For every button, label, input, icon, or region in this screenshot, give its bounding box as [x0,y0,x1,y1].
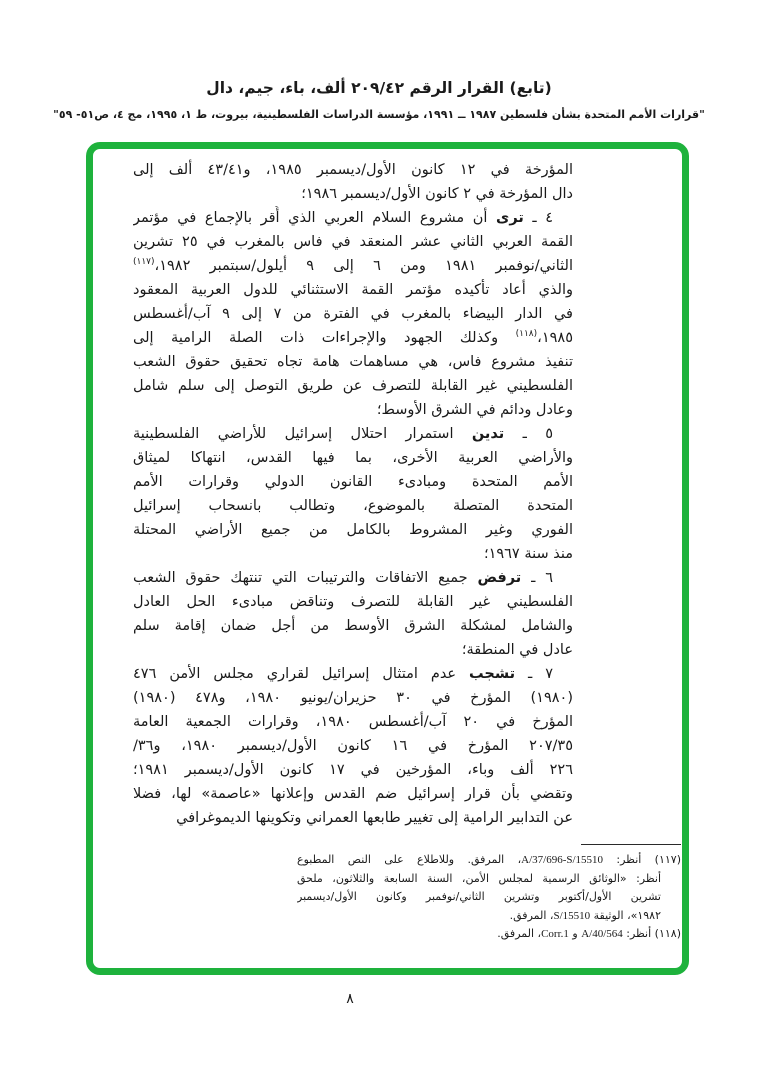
body-line [133,542,573,566]
body-line [133,350,573,374]
text-segment: المتحدة المتصلة بالموضوع، وتطالب بانسحاب إسرائيل [133,498,573,514]
text-segment: تشرين الأول/أكتوبر وتشرين الثاني/نوفمبر وكانون الأول/ديسمبر [297,890,661,903]
text-segment: Corr.1 [541,928,569,940]
text-segment: ١٩٨٥، [537,330,573,346]
footnote-line [297,888,681,907]
text-segment: جميع الاتفاقات والترتيبات التي تنتهك حقوق الشعب [133,570,478,586]
text-segment: الفلسطيني غير القابلة للتصرف وتناقض مبادىء الحل العادل [133,594,573,610]
body-line [133,806,573,830]
text-segment: أنظر: «الوثائق الرسمية لمجلس الأمن، السنة السابعة والثلاثون، ملحق [297,871,661,885]
text-segment: الأمم المتحدة ومبادىء القانون الدولي وقرارات الأمم [133,474,573,490]
text-segment: القمة العربي الثاني عشر المنعقد في فاس بالمغرب في ٢٥ تشرين [133,234,573,250]
text-segment: استمرار احتلال إسرائيل للأراضي الفلسطينية [133,426,472,442]
text-segment: ٤ ـ [523,210,554,226]
text-segment: (١١٧) أنظر: [603,853,681,866]
body-line [133,398,573,422]
text-segment: وعادل ودائم في الشرق الأوسط؛ [376,402,573,418]
body-line [133,566,573,590]
body-line [133,758,573,782]
source-citation-line: "قرارات الأمم المتحدة بشأن فلسطين ١٩٨٧ ــ ١٩٩١، مؤسسة الدراسات الفلسطينية، بيروت، ط ١، ١٩٩٥، مج ٤، ص٥١- ٥٩" [53,108,705,121]
text-segment: في الدار البيضاء بالمغرب في الفترة من ٧ إلى ٩ آب/أغسطس [133,306,573,322]
text-segment: عادل في المنطقة؛ [461,642,573,658]
text-segment: ٢٢٦ ألف وباء، المؤرخين في ١٧ كانون الأول/ديسمبر ١٩٨١؛ [133,762,573,778]
body-line [133,710,573,734]
text-segment: المؤرخة في ١٢ كانون الأول/ديسمبر ١٩٨٥، و٤٣/٤١ ألف إلى [133,162,573,178]
body-line [133,446,573,470]
text-segment: والذي أعاد تأكيده مؤتمر القمة الاستثنائي للدول العربية المعقود [133,282,573,298]
footnote-reference: (١١٨) [515,329,538,339]
footnote-reference: (١١٧) [133,257,155,267]
text-segment: الثاني/نوفمبر ١٩٨١ ومن ٦ إلى ٩ أيلول/سبتمبر ١٩٨٢، [154,258,573,274]
footnote-line [297,907,681,926]
text-segment: تدين [471,426,505,442]
text-segment: ، المرفق. [509,908,554,922]
text-segment: وتقضي بأن قرار إسرائيل ضم القدس وإعلانها «عاصمة» لها، فضلا [133,786,573,802]
text-segment: و [568,927,582,940]
footnote-line [297,925,681,944]
text-segment: الفوري وغير المشروط بالكامل من جميع الأراضي المحتلة [133,522,573,538]
text-segment: ، المرفق. وللاطلاع على النص المطبوع [297,853,522,866]
text-segment: أن مشروع السلام العربي الذي أُقر بالإجماع في مؤتمر [133,210,497,226]
body-line [133,182,573,206]
text-segment: منذ سنة ١٩٦٧؛ [483,546,573,562]
body-line [133,590,573,614]
body-line [133,206,573,230]
text-segment: ٦ ـ [521,570,553,586]
body-line [133,614,573,638]
body-line [133,230,573,254]
text-segment: تنفيذ مشروع فاس، هي مساهمات هامة تجاه تحقيق حقوق الشعب [133,354,573,370]
text-segment: ٥ ـ [504,426,553,442]
text-segment: وكذلك الجهود والإجراءات ذات الصلة الرامية إلى [133,330,516,346]
body-line [133,326,573,350]
footnote-separator [581,844,681,845]
resolution-body-text [133,158,573,830]
text-segment: A/37/696-S/15510 [521,854,604,866]
body-line [133,374,573,398]
body-line [133,494,573,518]
text-segment: المؤرخ في ٢٠ آب/أغسطس ١٩٨٠، وقرارات الجمعية العامة [133,714,573,730]
body-line [133,734,573,758]
text-segment: الفلسطيني غير القابلة للتصرف عن طريق التوصل إلى سلم شامل [133,378,573,394]
text-segment: والأراضي العربية الأخرى، بما فيها القدس، انتهاكا لميثاق [133,450,573,466]
body-line [133,686,573,710]
body-line [133,638,573,662]
text-segment: ، المرفق. [497,927,542,940]
text-segment: تشجب [469,666,516,682]
body-line [133,254,573,278]
text-segment: والشامل لمشكلة الشرق الأوسط من أجل ضمان إقامة سلم [133,618,573,634]
footnote-line [297,851,681,870]
text-segment: عدم امتثال إسرائيل لقراري مجلس الأمن ٤٧٦ [133,666,470,682]
text-segment: S/15510 [553,909,591,922]
text-segment: ٢٠٧/٣٥ المؤرخ في ١٦ كانون الأول/ديسمبر ١٩٨٠، و٣٦/ [133,738,573,754]
text-segment: ترفض [477,570,522,586]
text-segment: عن التدابير الرامية إلى تغيير طابعها العمراني وتكوينها الديموغرافي [176,810,573,826]
body-line [133,158,573,182]
page-number: ٨ [346,991,354,1007]
text-segment: ترى [496,210,524,226]
text-segment: ١٩٨٢»، الوثيقة [590,908,661,922]
footnote-line [297,870,681,889]
text-segment: (١٩٨٠) المؤرخ في ٣٠ حزيران/يونيو ١٩٨٠، و٤٧٨ (١٩٨٠) [133,690,573,706]
text-segment: دال المؤرخة في ٢ كانون الأول/ديسمبر ١٩٨٦؛ [301,186,573,202]
body-line [133,782,573,806]
body-line [133,662,573,686]
footnotes-block [297,851,681,944]
body-line [133,422,573,446]
text-segment: A/40/564 [581,928,623,940]
body-line [133,302,573,326]
body-line [133,470,573,494]
body-line [133,518,573,542]
body-line [133,278,573,302]
page-title: (تابع) القرار الرقم ٢٠٩/٤٢ ألف، باء، جيم، دال [206,79,552,97]
text-segment: (١١٨) أنظر: [622,927,681,940]
text-segment: ٧ ـ [515,666,553,682]
